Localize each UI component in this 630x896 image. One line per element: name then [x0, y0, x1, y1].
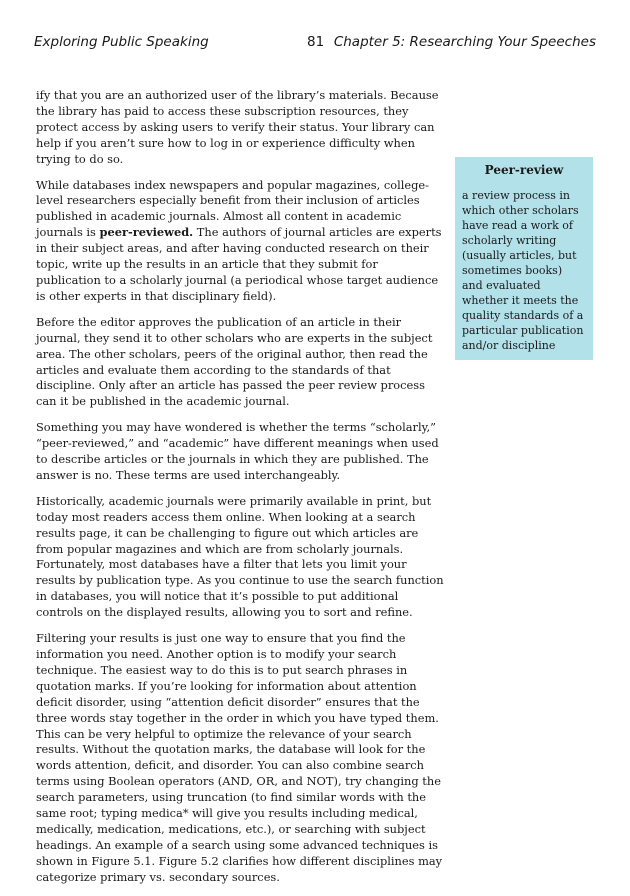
paragraph-text: While databases index newspapers and popular magazines, college-level researchers especially benefit from their inclusion of articles published in academic journals. Almost all content in academic journals is	[36, 177, 429, 240]
paragraph: Historically, academic journals were primarily available in print, but today most readers access them online. When looking at a search results page, it can be challenging to figure out which articles are from popular magazines and which are from scholarly journals. Fortunately, most databases have a filter that lets you limit your results by publication type. As you continue to use the search function in databases, you will notice that it’s possible to put additional controls on the displayed results, allowing you to sort and refine.	[36, 493, 444, 620]
paragraph: Something you may have wondered is whether the terms “scholarly,” “peer-reviewed,” and “academic” have different meanings when used to describe articles or the journals in which they are published. The answer is no. These terms are used interchangeably.	[36, 420, 439, 482]
page-number: 81	[307, 34, 325, 50]
paragraph-text: The authors of journal articles are experts in their subject areas, and after having conducted research on their topic, write up the results in an article that they submit for publication to a scholarly journal (a periodical whose target audience is other experts in that disciplinary field).	[36, 225, 442, 303]
paragraph-peer-review	[36, 178, 446, 305]
paragraph: Before the editor approves the publication of an article in their journal, they send it to other scholars who are experts in the subject area. The other scholars, peers of the original author, then read the articles and evaluate them according to the standards of that discipline. Only after an article has passed the peer review process can it be published in the academic journal.	[36, 314, 433, 409]
book-title: Exploring Public Speaking	[34, 34, 209, 50]
page-header	[34, 34, 596, 54]
glossary-term: Peer-review	[484, 163, 564, 177]
key-term: peer-reviewed.	[99, 225, 194, 240]
chapter-title: Chapter 5: Researching Your Speeches	[333, 34, 596, 50]
body-text	[36, 88, 446, 896]
paragraph: Filtering your results is just one way to ensure that you find the information you need. Another option is to modify your search technique. The easiest way to do this is to put search phrases in quotation marks. If you’re looking for information about attention deficit disorder, using “attention deficit disorder” ensures that the three words stay together in the order in which you have typed them. This can be very helpful to optimize the relevance of your search results. Without the quotation marks, the database will look for the words attention, deficit, and disorder. You can also combine search terms using Boolean operators (AND, OR, and NOT), try changing the search parameters, using truncation (to find similar words with the same root; typing medica* will give you results including medical, medically, medication, medications, etc.), or searching with subject headings. An example of a search using some advanced techniques is shown in Figure 5.1. Figure 5.2 clarifies how different disciplines may categorize primary vs. secondary sources.	[36, 631, 443, 884]
paragraph: ify that you are an authorized user of the library’s materials. Because the library has paid to access these subscription resources, they protect access by asking users to verify their status. Your library can help if you aren’t sure how to log in or experience difficulty when trying to do so.	[36, 88, 439, 166]
glossary-definition: a review process in which other scholars have read a work of scholarly writing (usually articles, but sometimes books) and evaluated whether it meets the quality standards of a particular publication and/or discipline	[462, 189, 584, 352]
glossary-sidebar	[455, 157, 593, 360]
